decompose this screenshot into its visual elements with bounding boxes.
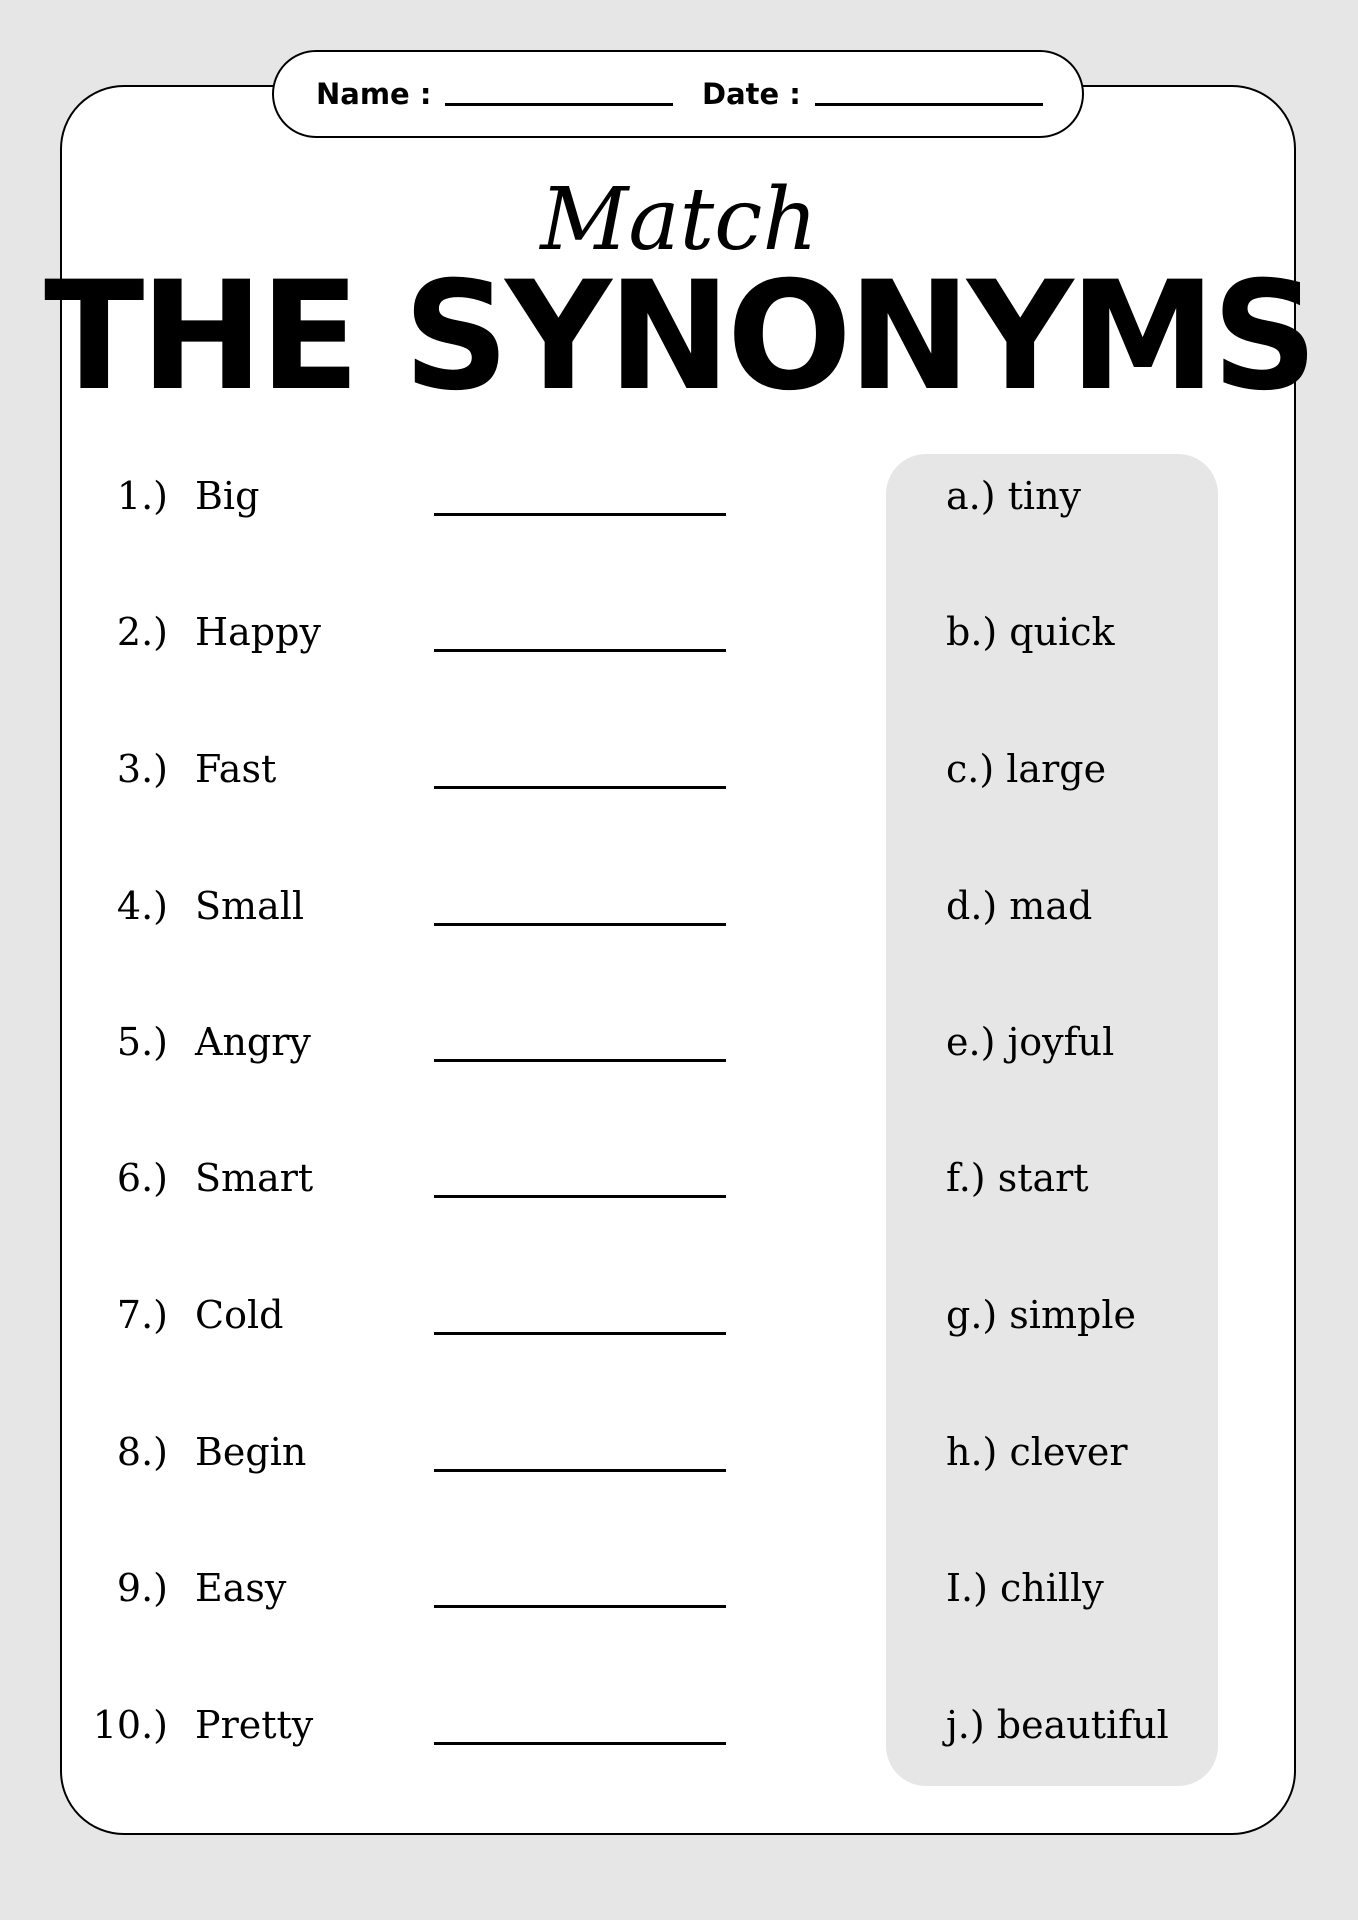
question-word: Big <box>195 474 260 518</box>
question-number: 7.) <box>116 1293 168 1337</box>
question-row <box>0 1422 760 1482</box>
question-row <box>0 1285 760 1345</box>
question-row <box>0 1558 760 1618</box>
header-pill <box>272 50 1084 138</box>
answer-option: b.) quick <box>946 610 1115 654</box>
question-number: 6.) <box>116 1156 168 1200</box>
answer-blank-line[interactable] <box>434 513 726 516</box>
question-number: 8.) <box>116 1430 168 1474</box>
question-word: Angry <box>195 1020 311 1064</box>
answer-blank-line[interactable] <box>434 1332 726 1335</box>
question-number: 5.) <box>116 1020 168 1064</box>
answer-blank-line[interactable] <box>434 1059 726 1062</box>
answer-option: d.) mad <box>946 884 1093 928</box>
title-script: Match <box>540 170 818 270</box>
date-blank-line <box>815 103 1043 106</box>
answer-option: I.) chilly <box>946 1566 1104 1610</box>
question-word: Begin <box>195 1430 307 1474</box>
question-number: 1.) <box>116 474 168 518</box>
question-word: Small <box>195 884 305 928</box>
answer-option: e.) joyful <box>946 1020 1115 1064</box>
answer-blank-line[interactable] <box>434 786 726 789</box>
answer-option: f.) start <box>946 1156 1089 1200</box>
question-number: 3.) <box>116 747 168 791</box>
question-word: Happy <box>195 610 321 654</box>
answer-blank-line[interactable] <box>434 1605 726 1608</box>
question-word: Easy <box>195 1566 287 1610</box>
question-row <box>0 466 760 526</box>
answer-blank-line[interactable] <box>434 1195 726 1198</box>
page-title: THE SYNONYMS <box>44 250 1314 424</box>
question-word: Fast <box>195 747 277 791</box>
question-number: 4.) <box>116 884 168 928</box>
question-number: 2.) <box>116 610 168 654</box>
question-word: Pretty <box>195 1703 314 1747</box>
answer-option: c.) large <box>946 747 1107 791</box>
question-word: Smart <box>195 1156 314 1200</box>
name-field[interactable] <box>316 74 673 114</box>
answer-blank-line[interactable] <box>434 649 726 652</box>
answer-blank-line[interactable] <box>434 923 726 926</box>
question-number: 9.) <box>116 1566 168 1610</box>
answer-blank-line[interactable] <box>434 1742 726 1745</box>
question-word: Cold <box>195 1293 284 1337</box>
question-row <box>0 876 760 936</box>
question-row <box>0 1695 760 1755</box>
date-label: Date : <box>702 77 801 111</box>
question-row <box>0 602 760 662</box>
answer-option: h.) clever <box>946 1430 1128 1474</box>
question-number: 10.) <box>92 1703 168 1747</box>
answer-option: a.) tiny <box>946 474 1082 518</box>
name-blank-line <box>445 103 673 106</box>
question-row <box>0 1012 760 1072</box>
answer-blank-line[interactable] <box>434 1469 726 1472</box>
date-field[interactable] <box>702 74 1043 114</box>
name-label: Name : <box>316 77 432 111</box>
answer-option: j.) beautiful <box>946 1703 1169 1747</box>
question-row <box>0 739 760 799</box>
answer-option: g.) simple <box>946 1293 1136 1337</box>
question-row <box>0 1148 760 1208</box>
